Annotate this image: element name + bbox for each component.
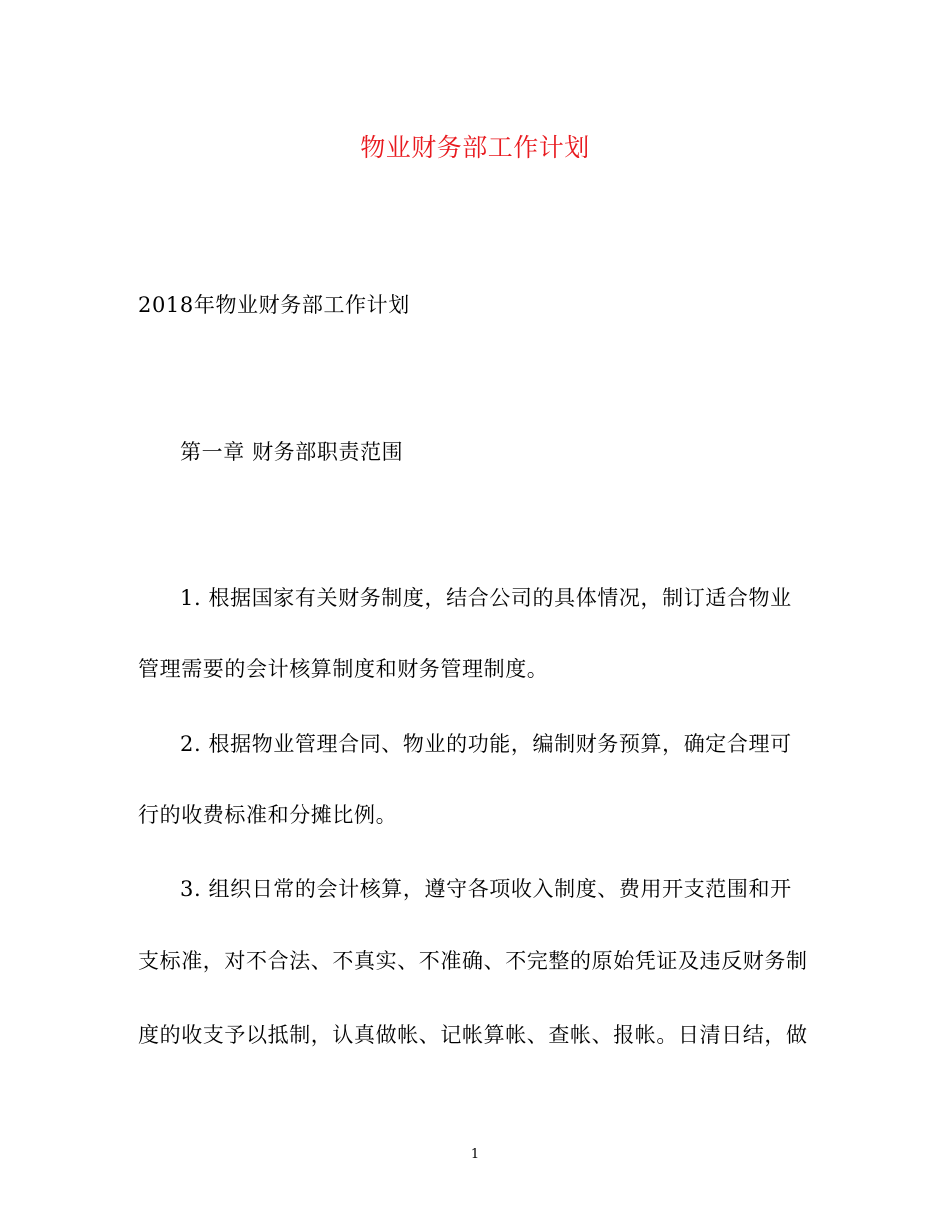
document-subtitle: 2018年物业财务部工作计划: [138, 293, 410, 317]
paragraph-line: 2. 根据物业管理合同、物业的功能，编制财务预算，确定合理可: [180, 732, 792, 756]
paragraph-line: 行的收费标准和分摊比例。: [138, 803, 398, 827]
paragraph-line: 3. 组织日常的会计核算，遵守各项收入制度、费用开支范围和开: [180, 877, 792, 901]
chapter-heading: 第一章 财务部职责范围: [180, 440, 404, 464]
paragraph-line: 管理需要的会计核算制度和财务管理制度。: [138, 657, 549, 681]
document-title: 物业财务部工作计划: [360, 133, 590, 162]
paragraph-line: 1. 根据国家有关财务制度，结合公司的具体情况，制订适合物业: [180, 586, 792, 610]
page-number: 1: [470, 1147, 480, 1162]
paragraph-line: 度的收支予以抵制，认真做帐、记帐算帐、查帐、报帐。日清日结，做: [138, 1023, 808, 1047]
paragraph-line: 支标准，对不合法、不真实、不准确、不完整的原始凭证及违反财务制: [138, 949, 808, 973]
